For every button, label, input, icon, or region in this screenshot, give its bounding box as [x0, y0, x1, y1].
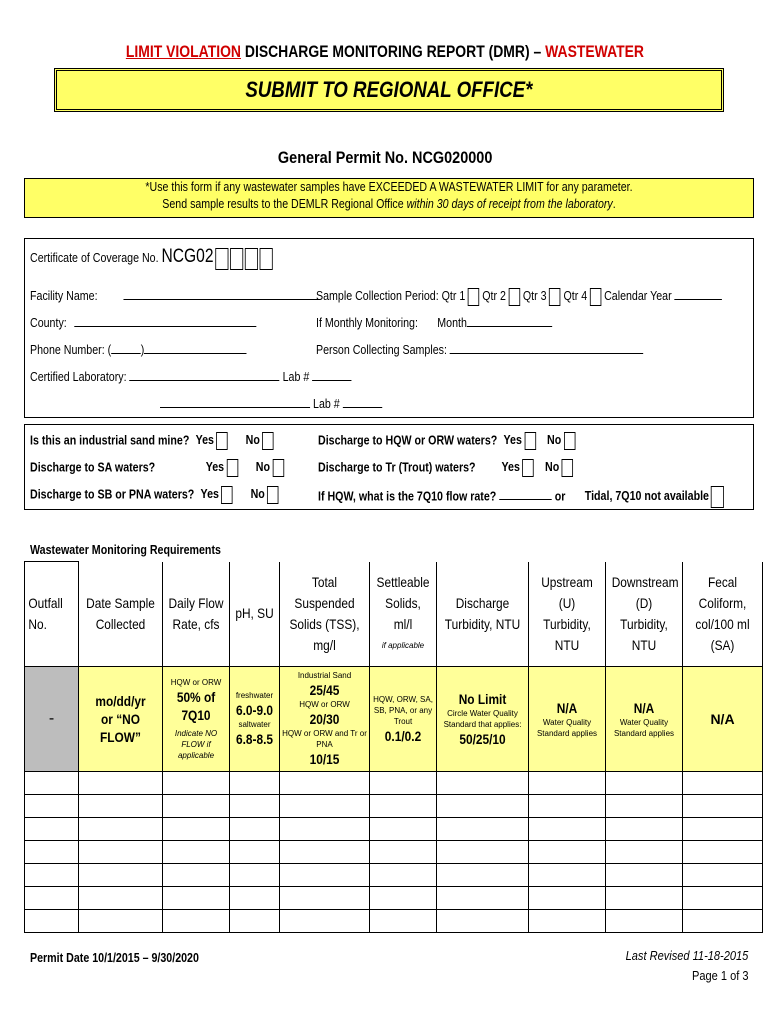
lab-name-field-2[interactable]	[160, 394, 310, 408]
title-limit-violation: LIMIT VIOLATION	[125, 42, 242, 61]
county-row	[30, 313, 257, 330]
month-label: Month	[437, 315, 467, 330]
hqw-yes-checkbox[interactable]	[524, 432, 535, 450]
table-row	[25, 864, 763, 887]
qtr3-label: Qtr 3	[522, 288, 547, 303]
req-date: mo/dd/yr or “NO FLOW”	[79, 667, 163, 772]
req-tss: Industrial Sand 25/45 HQW or ORW 20/30 HQW or ORW and Tr or PNA 10/15	[280, 667, 370, 772]
lab-number-field-2[interactable]	[343, 394, 382, 408]
coc-label: Certificate of Coverage No.	[30, 250, 159, 265]
header-downstream-turbidity: Downstream (D) Turbidity, NTU	[606, 562, 683, 667]
month-field[interactable]	[467, 313, 552, 327]
qtr2-label: Qtr 2	[482, 288, 506, 303]
coc-prefix: NCG02	[161, 246, 214, 267]
header-flow: Daily Flow Rate, cfs	[163, 562, 230, 667]
table-row	[25, 795, 763, 818]
header-fecal-coliform: Fecal Coliform, col/100 ml (SA)	[683, 562, 763, 667]
question-7q10: If HQW, what is the 7Q10 flow rate? or Tidal, 7Q10 not available	[318, 486, 724, 508]
header-upstream-turbidity: Upstream (U) Turbidity, NTU	[529, 562, 606, 667]
tidal-checkbox[interactable]	[711, 486, 724, 508]
sample-period-row	[316, 286, 722, 306]
header-ph: pH, SU	[230, 562, 280, 667]
req-discharge-turbidity: No Limit Circle Water Quality Standard that applies: 50/25/10	[437, 667, 529, 772]
qtr3-checkbox[interactable]	[549, 288, 560, 306]
report-title	[0, 42, 770, 62]
page-number: Page 1 of 3	[691, 968, 748, 983]
req-ph: freshwater 6.0-9.0 saltwater 6.8-8.5	[230, 667, 280, 772]
header-tss: Total Suspended Solids (TSS), mg/l	[280, 562, 370, 667]
header-date: Date Sample Collected	[79, 562, 163, 667]
lab-name-field-1[interactable]	[130, 367, 280, 381]
question-sa-waters: Discharge to SA waters? Yes No	[30, 459, 284, 477]
header-discharge-turbidity: Discharge Turbidity, NTU	[437, 562, 529, 667]
person-row	[316, 340, 643, 357]
county-label: County:	[30, 315, 67, 330]
instructions-notice	[24, 178, 754, 218]
lab-number-field-1[interactable]	[312, 367, 351, 381]
person-field[interactable]	[450, 340, 644, 354]
lab-row-2	[160, 394, 382, 411]
lab-label: Certified Laboratory:	[30, 369, 127, 384]
question-hqw-orw: Discharge to HQW or ORW waters? Yes No	[318, 432, 575, 450]
county-field[interactable]	[75, 313, 257, 327]
question-trout: Discharge to Tr (Trout) waters? Yes No	[318, 459, 573, 477]
trout-no-checkbox[interactable]	[562, 459, 573, 477]
req-settleable: HQW, ORW, SA, SB, PNA, or any Trout 0.1/0.2	[370, 667, 437, 772]
coc-digit-3[interactable]	[245, 248, 258, 270]
phone-area-field[interactable]	[111, 340, 141, 354]
header-settleable: Settleable Solids, ml/l if applicable	[370, 562, 437, 667]
phone-row: Phone Number: ( )	[30, 340, 247, 357]
qtr4-checkbox[interactable]	[590, 288, 601, 306]
hqw-no-checkbox[interactable]	[564, 432, 575, 450]
coc-digit-1[interactable]	[215, 248, 228, 270]
sb-no-checkbox[interactable]	[267, 486, 278, 504]
coc-digit-4[interactable]	[259, 248, 272, 270]
qtr1-checkbox[interactable]	[468, 288, 479, 306]
sa-yes-checkbox[interactable]	[227, 459, 238, 477]
permit-date: Permit Date 10/1/2015 – 9/30/2020	[30, 950, 199, 965]
sb-yes-checkbox[interactable]	[221, 486, 232, 504]
question-sb-pna: Discharge to SB or PNA waters? Yes No	[30, 486, 279, 504]
7q10-field[interactable]	[499, 486, 551, 500]
monitoring-section-title: Wastewater Monitoring Requirements	[30, 542, 221, 557]
req-upstream-turbidity: N/A Water Quality Standard applies	[529, 667, 606, 772]
question-sand-mine: Is this an industrial sand mine? Yes No	[30, 432, 274, 450]
monthly-label: If Monthly Monitoring:	[316, 315, 418, 330]
sand-mine-no-checkbox[interactable]	[262, 432, 273, 450]
req-outfall: -	[25, 667, 79, 772]
monitoring-table	[24, 561, 763, 933]
facility-name-field[interactable]	[123, 286, 320, 300]
req-downstream-turbidity: N/A Water Quality Standard applies	[606, 667, 683, 772]
qtr1-label: Sample Collection Period: Qtr 1	[316, 288, 466, 303]
lab-number-label-2: Lab #	[313, 396, 340, 411]
sa-no-checkbox[interactable]	[272, 459, 283, 477]
table-row	[25, 887, 763, 910]
qtr2-checkbox[interactable]	[508, 288, 519, 306]
trout-yes-checkbox[interactable]	[522, 459, 533, 477]
calendar-year-field[interactable]	[675, 286, 723, 300]
last-revised: Last Revised 11-18-2015	[625, 948, 748, 963]
header-outfall: Outfall No.	[25, 562, 79, 667]
lab-number-label-1: Lab #	[282, 369, 310, 384]
submit-banner: SUBMIT TO REGIONAL OFFICE*	[54, 68, 724, 112]
phone-number-field[interactable]	[144, 340, 247, 354]
monthly-row	[316, 313, 552, 330]
req-flow: HQW or ORW 50% of 7Q10 Indicate NO FLOW if applicable	[163, 667, 230, 772]
permit-number: General Permit No. NCG020000	[277, 148, 493, 167]
requirements-row	[25, 667, 763, 772]
facility-name-label: Facility Name:	[30, 288, 98, 303]
title-wastewater: WASTEWATER	[545, 42, 645, 61]
notice-line-1: *Use this form if any wastewater samples have EXCEEDED A WASTEWATER LIMIT for any parameter.	[145, 180, 633, 194]
coc-row	[30, 246, 273, 270]
table-row	[25, 818, 763, 841]
coc-digit-2[interactable]	[230, 248, 243, 270]
calendar-year-label: Calendar Year	[604, 288, 672, 303]
facility-name-row	[30, 286, 320, 303]
table-row	[25, 910, 763, 933]
notice-line-2: Send sample results to the DEMLR Regional Office within 30 days of receipt from the laboratory.	[162, 197, 616, 211]
req-fecal-coliform: N/A	[683, 667, 763, 772]
table-row	[25, 841, 763, 864]
table-header-row	[25, 562, 763, 667]
phone-label: Phone Number: (	[30, 342, 112, 357]
sand-mine-yes-checkbox[interactable]	[216, 432, 227, 450]
qtr4-label: Qtr 4	[563, 288, 588, 303]
title-middle: DISCHARGE MONITORING REPORT (DMR) –	[241, 42, 546, 61]
table-row	[25, 772, 763, 795]
person-label: Person Collecting Samples:	[316, 342, 447, 357]
lab-row-1	[30, 367, 352, 384]
